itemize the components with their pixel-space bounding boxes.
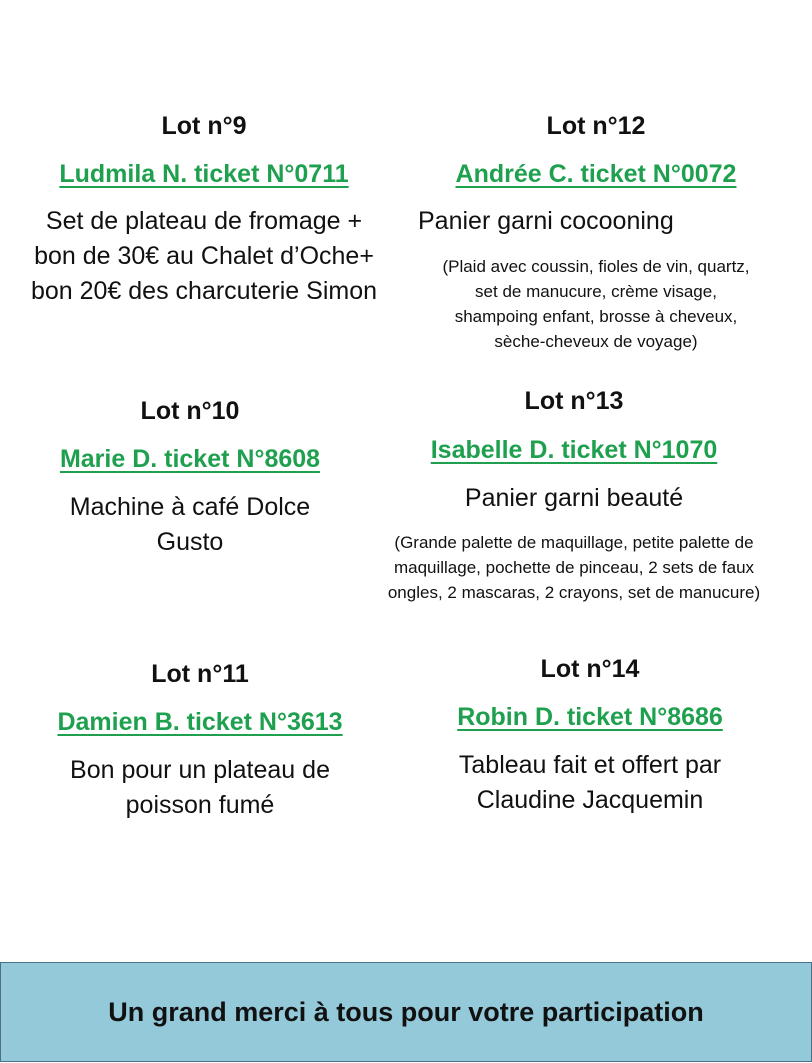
details-line: maquillage, pochette de pinceau, 2 sets de faux <box>393 558 755 577</box>
prize-line: Panier garni cocooning <box>418 207 674 235</box>
prize-line: Claudine Jacquemin <box>476 786 704 814</box>
prize-description <box>368 481 780 516</box>
details-line: set de manucure, crème visage, <box>475 282 717 301</box>
prize-line: Machine à café Dolce <box>69 493 311 521</box>
prize-description <box>0 490 380 560</box>
details-line: ongles, 2 mascaras, 2 crayons, set de manucure) <box>387 583 761 602</box>
winner-name: Robin D. ticket N°8686 <box>457 703 723 731</box>
prize-line: Set de plateau de fromage + <box>45 207 363 235</box>
details-line: (Grande palette de maquillage, petite palette de <box>394 533 754 552</box>
prize-description <box>396 204 796 239</box>
prize-line: Panier garni beauté <box>464 484 684 512</box>
prize-line: bon de 30€ au Chalet d’Oche+ <box>34 242 374 270</box>
prize-description <box>4 204 404 309</box>
prize-details <box>396 254 796 354</box>
lot-title: Lot n°12 <box>546 112 646 140</box>
lot-card-14 <box>390 654 790 834</box>
prize-line: Tableau fait et offert par <box>458 751 722 779</box>
lot-title: Lot n°10 <box>140 397 240 425</box>
prize-details <box>368 530 780 605</box>
prize-description <box>390 748 790 818</box>
lot-card-11 <box>0 659 400 839</box>
thank-you-text: Un grand merci à tous pour votre participation <box>108 997 704 1027</box>
lot-title: Lot n°11 <box>151 660 249 688</box>
details-line: sèche-cheveux de voyage) <box>494 332 698 351</box>
winner-name: Andrée C. ticket N°0072 <box>455 160 737 188</box>
lot-title: Lot n°9 <box>161 112 247 140</box>
lot-title: Lot n°13 <box>524 387 624 415</box>
winner-name: Isabelle D. ticket N°1070 <box>430 436 718 464</box>
prize-line: Gusto <box>156 528 224 556</box>
prize-line: bon 20€ des charcuterie Simon <box>30 277 378 305</box>
details-line: shampoing enfant, brosse à cheveux, <box>454 307 738 326</box>
lot-card-10 <box>0 396 380 576</box>
winner-name: Damien B. ticket N°3613 <box>57 708 343 736</box>
lot-card-13 <box>368 386 780 616</box>
prize-description <box>0 753 400 823</box>
details-line: (Plaid avec coussin, fioles de vin, quartz, <box>442 257 750 276</box>
lot-title: Lot n°14 <box>540 655 640 683</box>
thank-you-banner <box>0 962 812 1062</box>
prize-line: Bon pour un plateau de <box>70 756 330 784</box>
lot-card-12 <box>396 111 796 361</box>
winner-name: Ludmila N. ticket N°0711 <box>59 160 349 188</box>
winner-name: Marie D. ticket N°8608 <box>59 445 321 473</box>
lot-card-9 <box>4 111 404 311</box>
prize-line: poisson fumé <box>125 791 275 819</box>
